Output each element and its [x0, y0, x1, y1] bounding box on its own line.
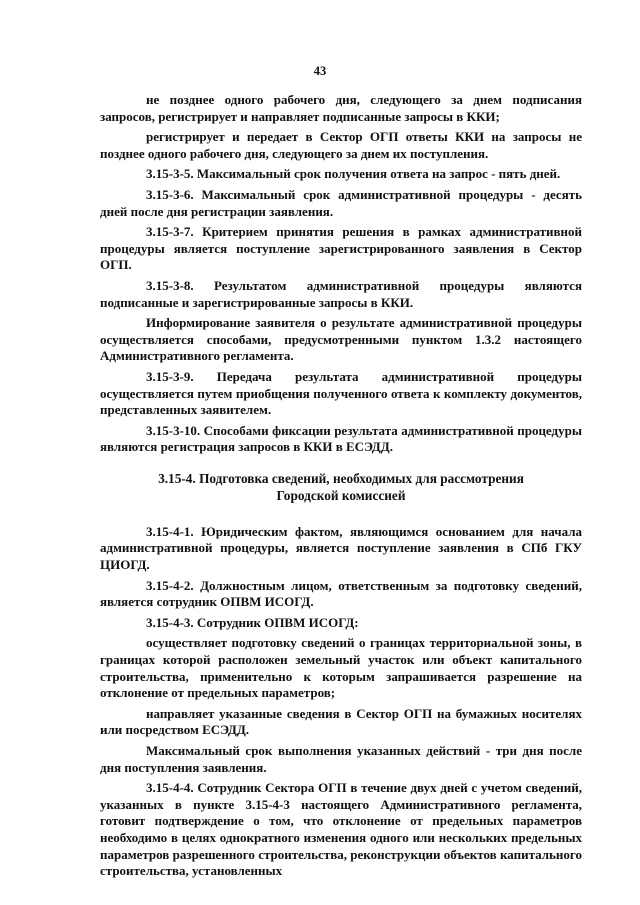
paragraph: 3.15-3-9. Передача результата административной процедуры осуществляется путем приобщения полученного ответа к комплекту документов, представленных заявителем. — [100, 368, 582, 418]
paragraph: 3.15-3-7. Критерием принятия решения в рамках административной процедуры является поступление зарегистрированного заявления в Сектор ОГП. — [100, 224, 582, 273]
paragraph: 3.15-4-4. Сотрудник Сектора ОГП в течение двух дней с учетом сведений, указанных в пункте 3.15-4-3 настоящего Административного регламента, готовит подтверждение о том, что отклонение от предельных параметров необходимо в целях однократного изменения одного или нескольких предельных параметров разрешенного строительства, реконструкции объектов капитального строительства, установленных — [100, 780, 582, 879]
section-heading-line-1: 3.15-4. Подготовка сведений, необходимых для рассмотрения — [158, 470, 524, 486]
paragraph: 3.15-3-6. Максимальный срок административной процедуры - десять дней после дня регистрации заявления. — [100, 186, 582, 219]
paragraph: осуществляет подготовку сведений о границах территориальной зоны, в границах которой расположен земельный участок или объект капитального строительства, применительно к которым запрашивается разрешение на отклонение от предельных параметров; — [100, 635, 582, 701]
section-3-15-3-continuation — [100, 92, 582, 456]
paragraph: Информирование заявителя о результате административной процедуры осуществляется способами, предусмотренными пунктом 1.3.2 настоящего Административного регламента. — [100, 315, 582, 364]
paragraph: направляет указанные сведения в Сектор ОГП на бумажных носителях или посредством ЕСЭДД. — [100, 705, 582, 738]
paragraph: Максимальный срок выполнения указанных действий - три дня после дня поступления заявления. — [100, 743, 582, 775]
paragraph: не позднее одного рабочего дня, следующего за днем подписания запросов, регистрирует и направляет подписанные запросы в ККИ; — [100, 92, 582, 124]
page-number: 43 — [313, 64, 327, 78]
section-3-15-4-body — [100, 524, 582, 880]
document-body — [100, 92, 582, 884]
section-heading-line-2: Городской комиссией — [276, 487, 406, 503]
paragraph: 3.15-4-1. Юридическим фактом, являющимся основанием для начала административной процедуры, является поступление заявления в СПб ГКУ ЦИОГД. — [100, 523, 582, 573]
paragraph: 3.15-3-8. Результатом административной процедуры являются подписанные и зарегистрированные запросы в ККИ. — [100, 277, 582, 310]
paragraph: 3.15-4-2. Должностным лицом, ответственным за подготовку сведений, является сотрудник ОПВМ ИСОГД. — [100, 577, 582, 610]
paragraph: регистрирует и передает в Сектор ОГП ответы ККИ на запросы не позднее одного рабочего дня, следующего за днем их поступления. — [100, 129, 582, 161]
paragraph: 3.15-3-10. Способами фиксации результата административной процедуры являются регистрация запросов в ККИ в ЕСЭДД. — [100, 422, 582, 455]
section-heading — [100, 470, 582, 504]
paragraph: 3.15-3-5. Максимальный срок получения ответа на запрос - пять дней. — [146, 166, 561, 182]
paragraph: 3.15-4-3. Сотрудник ОПВМ ИСОГД: — [146, 614, 359, 630]
